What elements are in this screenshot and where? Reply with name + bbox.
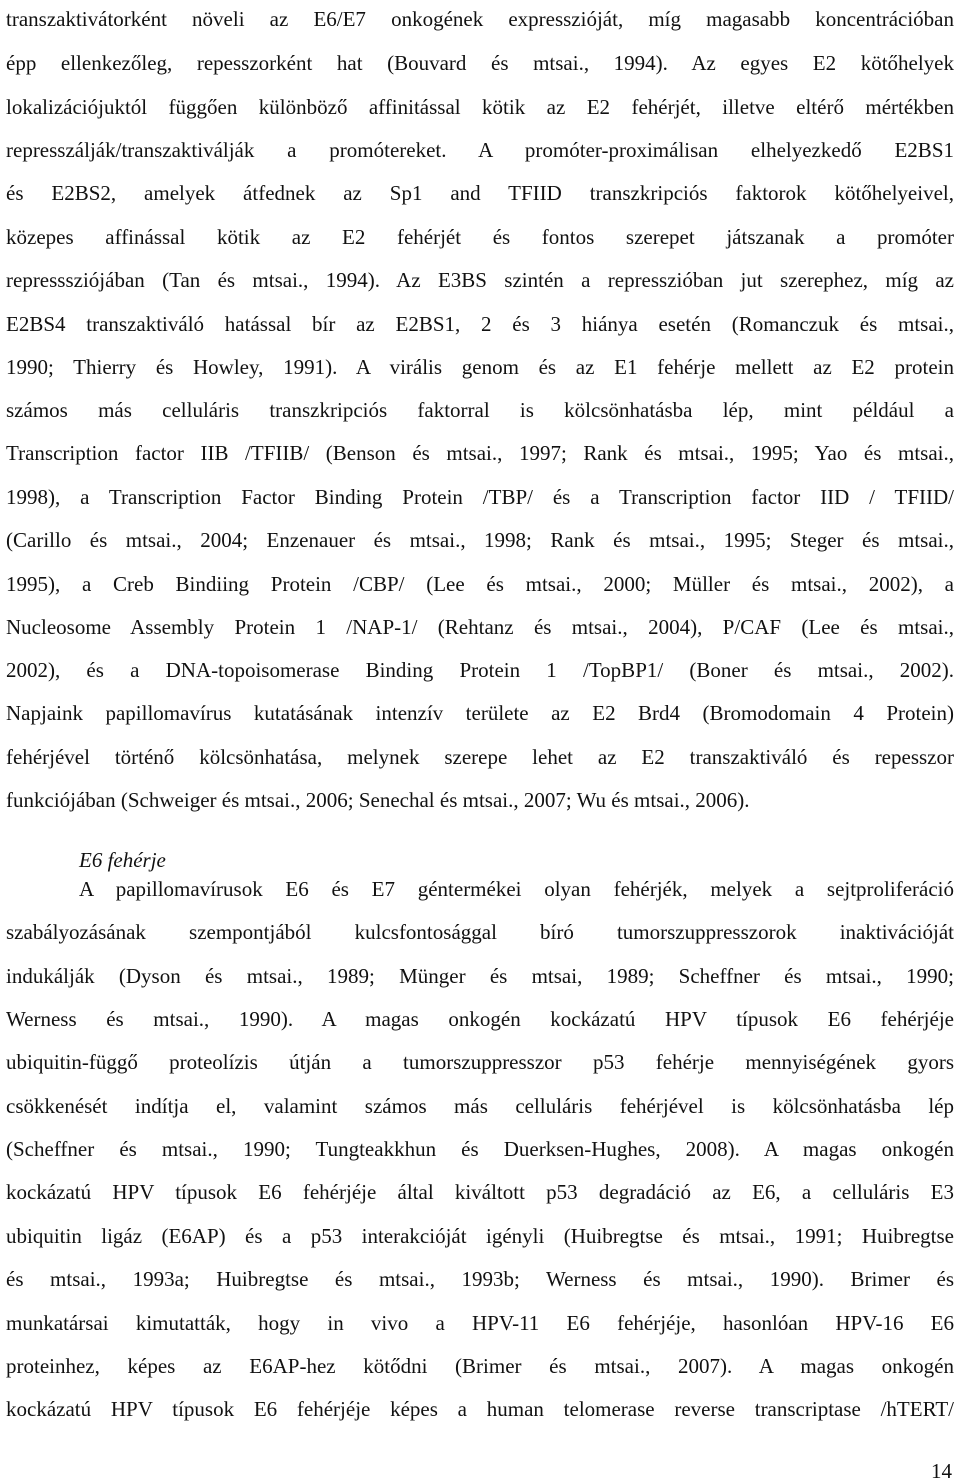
text-line: kockázatú HPV típusok E6 fehérjéje képes a human telomerase reverse transcriptase /hTERT/ (6, 1397, 954, 1421)
text-line: ubiquitin ligáz (E6AP) és a p53 interakcióját igényli (Huibregtse és mtsai., 1991; Huibregtse (6, 1224, 954, 1248)
text-line: szabályozásának szempontjából kulcsfontosággal bíró tumorszuppresszorok inaktivációját (6, 920, 954, 944)
text-line: 1995), a Creb Bindiing Protein /CBP/ (Lee és mtsai., 2000; Müller és mtsai., 2002), a (6, 572, 954, 596)
text-line: csökkenését indítja el, valamint számos más celluláris fehérjével is kölcsönhatásba lép (6, 1094, 954, 1118)
text-line: (Carillo és mtsai., 2004; Enzenauer és mtsai., 1998; Rank és mtsai., 1995; Steger és mtsai., (6, 528, 954, 552)
page-number: 14 (931, 1459, 952, 1483)
text-line: Napjaink papillomavírus kutatásának intenzív területe az E2 Brd4 (Bromodomain 4 Protein) (6, 701, 954, 725)
text-line: indukálják (Dyson és mtsai., 1989; Münger és mtsai, 1989; Scheffner és mtsai., 1990; (6, 964, 954, 988)
text-line: fehérjével történő kölcsönhatása, melynek szerepe lehet az E2 transzaktiváló és repesszor (6, 745, 954, 769)
text-line: proteinhez, képes az E6AP-hez kötődni (Brimer és mtsai., 2007). A magas onkogén (6, 1354, 954, 1378)
text-line: 1998), a Transcription Factor Binding Protein /TBP/ és a Transcription factor IID / TFIID/ (6, 485, 954, 509)
text-line: (Scheffner és mtsai., 1990; Tungteakkhun és Duerksen-Hughes, 2008). A magas onkogén (6, 1137, 954, 1161)
text-line: represszálják/transzaktiválják a promótereket. A promóter-proximálisan elhelyezkedő E2BS1 (6, 138, 954, 162)
text-line: 2002), és a DNA-topoisomerase Binding Protein 1 /TopBP1/ (Boner és mtsai., 2002). (6, 658, 954, 682)
text-line: Werness és mtsai., 1990). A magas onkogén kockázatú HPV típusok E6 fehérjéje (6, 1007, 954, 1031)
text-line: Nucleosome Assembly Protein 1 /NAP-1/ (Rehtanz és mtsai., 2004), P/CAF (Lee és mtsai., (6, 615, 954, 639)
text-line: kockázatú HPV típusok E6 fehérjéje által kiváltott p53 degradáció az E6, a celluláris E3 (6, 1180, 954, 1204)
text-line: lokalizációjuktól függően különböző affinitással kötik az E2 fehérjét, illetve eltérő mértékben (6, 95, 954, 119)
text-line: munkatársai kimutatták, hogy in vivo a HPV-11 E6 fehérjéje, hasonlóan HPV-16 E6 (6, 1311, 954, 1335)
text-line: épp ellenkezőleg, repesszorként hat (Bouvard és mtsai., 1994). Az egyes E2 kötőhelyek (6, 51, 954, 75)
section-heading: E6 fehérje (79, 848, 166, 872)
text-line: és E2BS2, amelyek átfednek az Sp1 and TFIID transzkripciós faktorok kötőhelyeivel, (6, 181, 954, 205)
text-line: transzaktivátorként növeli az E6/E7 onkogének expresszióját, míg magasabb koncentrációban (6, 7, 954, 31)
text-line: számos más celluláris transzkripciós faktorral is kölcsönhatásba lép, mint például a (6, 398, 954, 422)
text-line: Transcription factor IIB /TFIIB/ (Benson és mtsai., 1997; Rank és mtsai., 1995; Yao és mtsai., (6, 441, 954, 465)
text-line: és mtsai., 1993a; Huibregtse és mtsai., 1993b; Werness és mtsai., 1990). Brimer és (6, 1267, 954, 1291)
text-line: funkciójában (Schweiger és mtsai., 2006; Senechal és mtsai., 2007; Wu és mtsai., 2006). (6, 788, 750, 812)
text-line: represssziójában (Tan és mtsai., 1994). Az E3BS szintén a represszióban jut szerephez, míg az (6, 268, 954, 292)
text-line: E2BS4 transzaktiváló hatással bír az E2BS1, 2 és 3 hiánya esetén (Romanczuk és mtsai., (6, 312, 954, 336)
text-line: közepes affinással kötik az E2 fehérjét és fontos szerepet játszanak a promóter (6, 225, 954, 249)
text-line: 1990; Thierry és Howley, 1991). A virális genom és az E1 fehérje mellett az E2 protein (6, 355, 954, 379)
text-line: ubiquitin-függő proteolízis útján a tumorszuppresszor p53 fehérje mennyiségének gyors (6, 1050, 954, 1074)
text-line: A papillomavírusok E6 és E7 géntermékei olyan fehérjék, melyek a sejtproliferáció (79, 877, 954, 901)
